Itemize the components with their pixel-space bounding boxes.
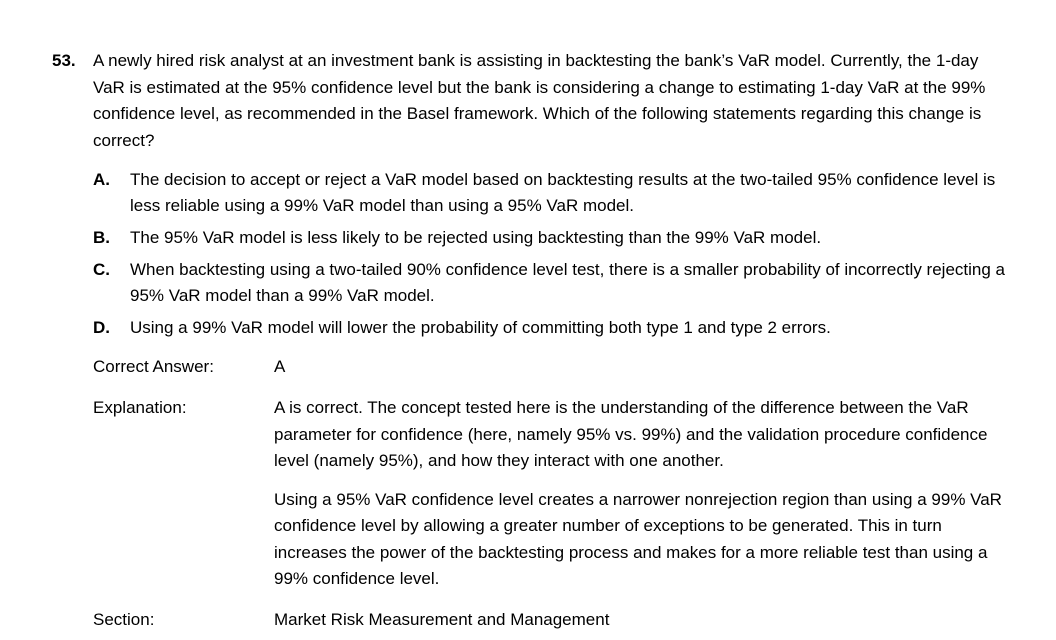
- explanation-paragraph: Using a 95% VaR confidence level creates a narrower nonrejection region than using a 99% VaR confidence level by allowing a greater number of exceptions to be generated. This in turn increases the power of the backtesting process and makes for a more reliable test than using a 99% confidence level.: [274, 489, 1002, 588]
- question-number: 53.: [52, 51, 76, 70]
- question-stem: A newly hired risk analyst at an investment bank is assisting in backtesting the bank’s VaR model. Currently, the 1-day VaR is estimated at the 95% confidence level but the bank is considering a change to estimating 1-day VaR at the 99% confidence level, as recommended in the Basel framework. Which of the following statements regarding this change is correct?: [93, 51, 986, 150]
- option-letter: D.: [93, 318, 110, 337]
- explanation-body: [274, 395, 1008, 605]
- option-b: [93, 225, 1008, 251]
- correct-answer-label: Correct Answer:: [93, 357, 214, 376]
- option-letter: B.: [93, 228, 110, 247]
- explanation-paragraph: A is correct. The concept tested here is the understanding of the difference between the VaR parameter for confidence (here, namely 95% vs. 99%) and the validation procedure confidence level (namely 95%), and how they interact with one another.: [274, 398, 988, 470]
- option-c: [93, 257, 1008, 309]
- option-text: The decision to accept or reject a VaR model based on backtesting results at the two-tailed 95% confidence level is less reliable using a 99% VaR model than using a 95% VaR model.: [130, 170, 996, 215]
- section-value: Market Risk Measurement and Management: [274, 610, 610, 629]
- option-text: Using a 99% VaR model will lower the probability of committing both type 1 and type 2 errors.: [130, 318, 831, 337]
- option-a: [93, 167, 1008, 219]
- option-text: When backtesting using a two-tailed 90% confidence level test, there is a smaller probability of incorrectly rejecting a 95% VaR model than a 99% VaR model.: [130, 260, 1005, 305]
- correct-answer-value: A: [274, 357, 286, 376]
- option-letter: C.: [93, 260, 110, 279]
- option-text: The 95% VaR model is less likely to be rejected using backtesting than the 99% VaR model.: [130, 228, 822, 247]
- explanation-label: Explanation:: [93, 398, 187, 417]
- option-d: [93, 315, 1008, 341]
- option-letter: A.: [93, 170, 110, 189]
- section-label: Section:: [93, 610, 155, 629]
- answer-options: [93, 167, 1008, 347]
